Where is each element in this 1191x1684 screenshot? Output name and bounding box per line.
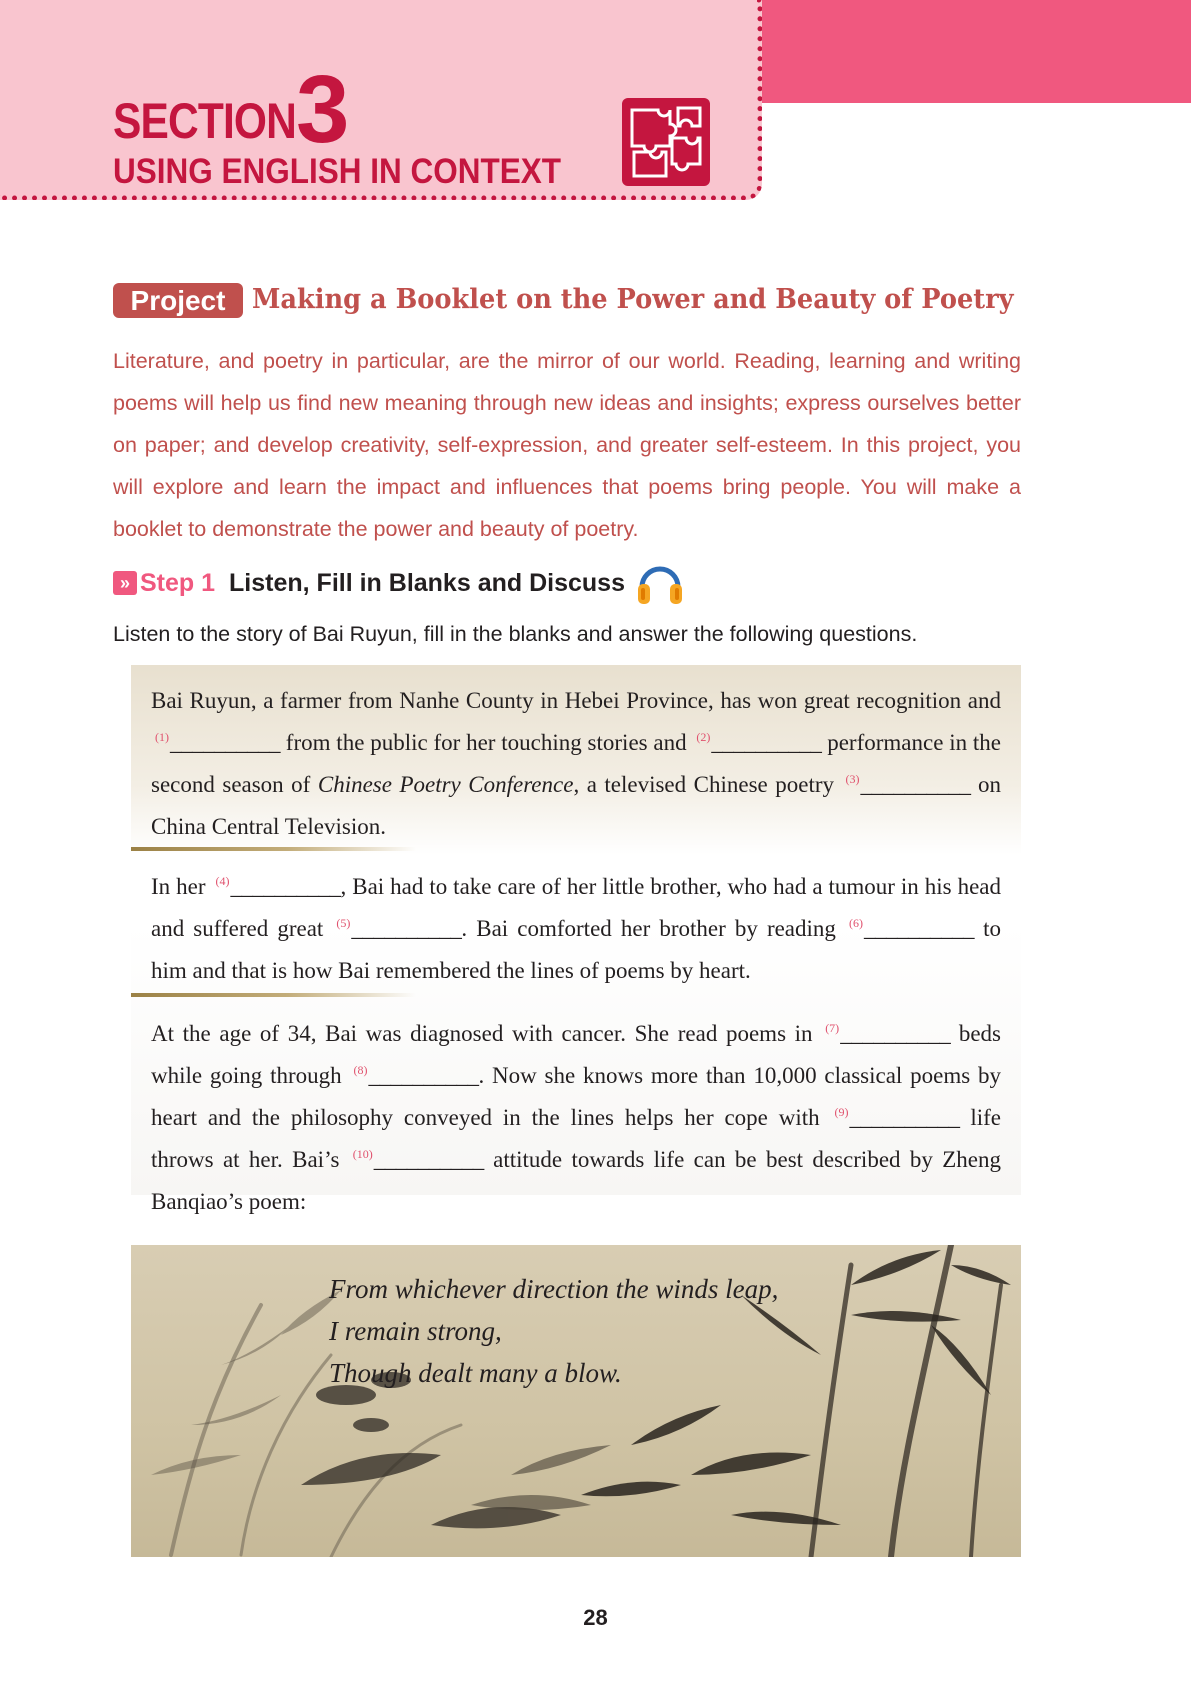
blank-10[interactable]: __________: [373, 1147, 484, 1172]
headphones-icon[interactable]: [635, 559, 685, 607]
step-title: Listen, Fill in Blanks and Discuss: [229, 568, 625, 597]
poem: [329, 1268, 778, 1394]
blank-3[interactable]: __________: [860, 772, 971, 797]
blank-number: (10): [352, 1147, 373, 1161]
puzzle-icon: [622, 98, 710, 186]
blank-7[interactable]: __________: [840, 1021, 951, 1046]
story-paragraph-3: At the age of 34, Bai was diagnosed with cancer. She read poems in $^{(7)}$__________ beds while going through $^{(8)}$__________. Now she knows more than 10,000 classical poems by heart and the philosophy conveyed in the lines helps her cope with $^{(9)}$__________ life throws at her. Bai’s $^{(10)}$__________ attitude towards life can be best described by Zheng Banqiao’s poem:: [151, 1021, 1002, 1214]
blank-number: (1): [155, 730, 169, 744]
page-number: 28: [583, 1605, 608, 1630]
blank-5[interactable]: __________: [351, 916, 462, 941]
blank-number: (7): [825, 1021, 840, 1035]
story-paragraph-2: In her $^{(4)}$__________, Bai had to take care of her little brother, who had a tumour in his head and suffered great $^{(5)}$__________. Bai comforted her brother by reading $^{(6)}$__________ to him and that is how Bai remembered the lines of poems by heart.: [151, 874, 1002, 983]
blank-8[interactable]: __________: [368, 1063, 479, 1088]
blank-4[interactable]: __________: [230, 874, 341, 899]
blank-number: (6): [849, 916, 864, 930]
poem-line: From whichever direction the winds leap,: [329, 1274, 779, 1304]
double-chevron-icon: »: [113, 571, 137, 595]
project-title: Making a Booklet on the Power and Beauty of Poetry: [252, 284, 1014, 315]
blank-number: (8): [353, 1063, 368, 1077]
blank-number: (2): [696, 730, 711, 744]
blank-9[interactable]: __________: [849, 1105, 960, 1130]
poem-line: Though dealt many a blow.: [329, 1358, 622, 1388]
blank-number: (3): [845, 772, 860, 786]
blank-number: (4): [215, 874, 230, 888]
section-number: 3: [296, 56, 350, 163]
blank-number: (5): [336, 916, 351, 930]
blank-number: (9): [834, 1105, 849, 1119]
story-paragraph-1: Bai Ruyun, a farmer from Nanhe County in Hebei Province, has won great recognition and $^{(1)}$__________ from the public for her touching stories and $^{(2)}$__________ performance in the second season of Chinese Poetry Conference, a televised Chinese poetry $^{(3)}$__________ on China Central Television.: [151, 688, 1001, 839]
gold-divider: [131, 847, 416, 851]
header-accent-bar: [762, 0, 1191, 103]
project-intro: Literature, and poetry in particular, are the mirror of our world. Reading, learning and writing poems will help us find new meaning through new ideas and insights; express ourselves better on paper; and develop creativity, self-expression, and greater self-esteem. In this project, you will explore and learn the impact and influences that poems bring people. You will make a booklet to demonstrate the power and beauty of poetry.: [113, 349, 1021, 541]
blank-2[interactable]: __________: [711, 730, 822, 755]
project-tag: Project: [113, 283, 243, 318]
blank-1[interactable]: __________: [170, 730, 280, 755]
step-heading: [113, 565, 685, 601]
step-instruction: Listen to the story of Bai Ruyun, fill in the blanks and answer the following questions.: [113, 622, 918, 646]
section-subtitle: USING ENGLISH IN CONTEXT: [113, 152, 562, 191]
poem-line: I remain strong,: [329, 1316, 502, 1346]
section-label: SECTION: [113, 93, 296, 149]
blank-6[interactable]: __________: [864, 916, 975, 941]
gold-divider: [131, 993, 416, 997]
step-number: Step 1: [140, 568, 216, 597]
